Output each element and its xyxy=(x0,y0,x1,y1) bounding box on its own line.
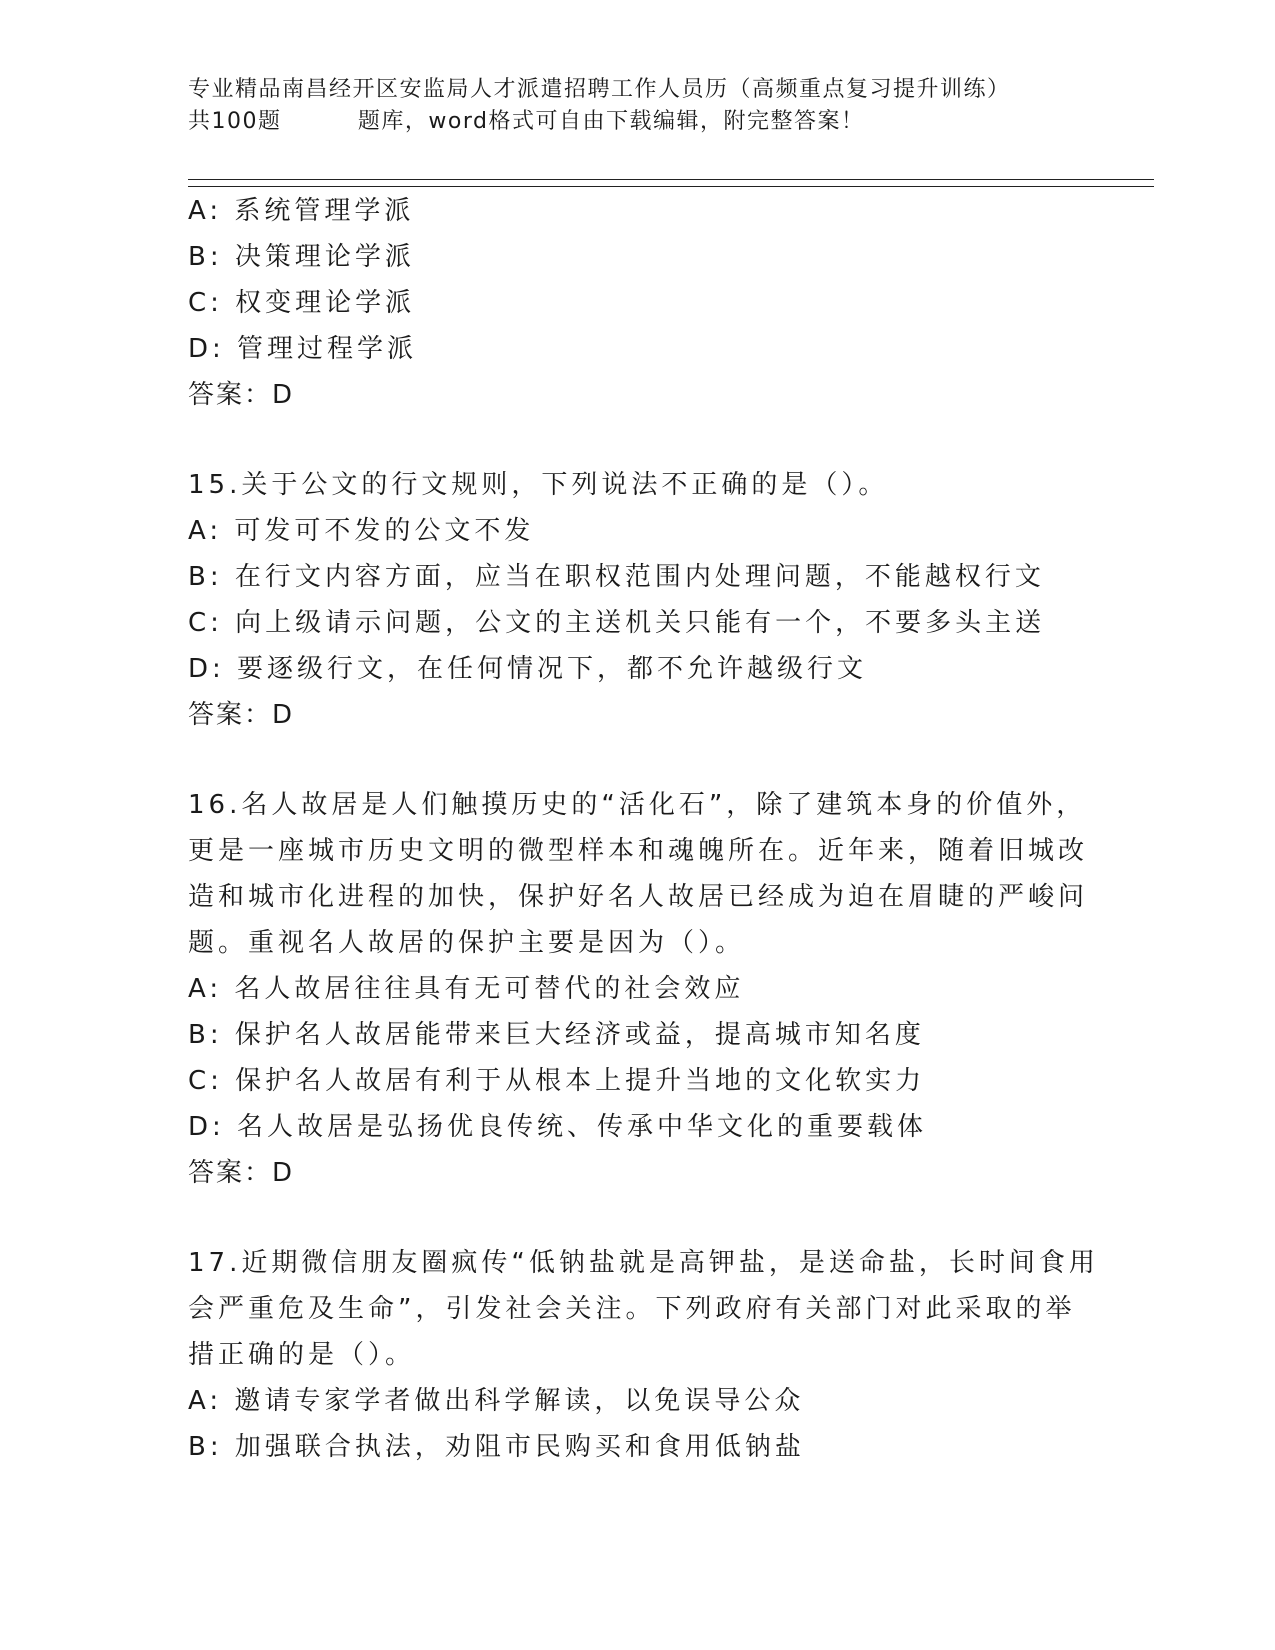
answer-label: 答案：D xyxy=(188,1158,295,1188)
document-header xyxy=(188,74,1148,138)
option-a: A: 邀请专家学者做出科学解读，以免误导公众 xyxy=(188,1386,805,1416)
question-text: 造和城市化进程的加快，保护好名人故居已经成为迫在眉睫的严峻问 xyxy=(188,882,1089,912)
option-b: B: 加强联合执法，劝阻市民购买和食用低钠盐 xyxy=(188,1432,805,1462)
header-subtitle-line: 共100题 题库，word格式可自由下载编辑，附完整答案！ xyxy=(188,109,865,134)
block-gap xyxy=(188,1196,1088,1240)
question-list xyxy=(188,188,1099,1470)
question-text: 会严重危及生命”，引发社会关注。下列政府有关部门对此采取的举 xyxy=(188,1294,1076,1324)
option-c: C: 向上级请示问题，公文的主送机关只能有一个，不要多头主送 xyxy=(188,608,1046,638)
option-b: B: 保护名人故居能带来巨大经济或益，提高城市知名度 xyxy=(188,1020,925,1050)
block-gap xyxy=(188,738,1088,782)
answer-label: 答案：D xyxy=(188,700,295,730)
block-gap xyxy=(188,418,1088,462)
option-d: D: 管理过程学派 xyxy=(188,334,418,364)
header-title-line: 专业精品南昌经开区安监局人才派遣招聘工作人员历（高频重点复习提升训练） xyxy=(188,77,1011,102)
question-block xyxy=(188,462,1088,738)
question-text: 更是一座城市历史文明的微型样本和魂魄所在。近年来，随着旧城改 xyxy=(188,836,1089,866)
option-d: D: 要逐级行文，在任何情况下，都不允许越级行文 xyxy=(188,654,868,684)
option-d: D: 名人故居是弘扬优良传统、传承中华文化的重要载体 xyxy=(188,1112,928,1142)
question-block xyxy=(188,782,1088,1196)
question-text: 15.关于公文的行文规则，下列说法不正确的是（）。 xyxy=(188,470,889,500)
option-a: A: 系统管理学派 xyxy=(188,196,415,226)
option-b: B: 在行文内容方面，应当在职权范围内处理问题，不能越权行文 xyxy=(188,562,1045,592)
answer-label: 答案：D xyxy=(188,380,295,410)
question-block xyxy=(188,1240,1099,1470)
question-text: 16.名人故居是人们触摸历史的“活化石”，除了建筑本身的价值外， xyxy=(188,790,1087,820)
question-text: 17.近期微信朋友圈疯传“低钠盐就是高钾盐，是送命盐，长时间食用 xyxy=(188,1248,1099,1278)
option-b: B: 决策理论学派 xyxy=(188,242,415,272)
option-c: C: 权变理论学派 xyxy=(188,288,416,318)
option-a: A: 可发可不发的公文不发 xyxy=(188,516,535,546)
question-text: 措正确的是（）。 xyxy=(188,1340,416,1370)
header-double-rule xyxy=(188,179,1154,187)
option-a: A: 名人故居往往具有无可替代的社会效应 xyxy=(188,974,745,1004)
option-c: C: 保护名人故居有利于从根本上提升当地的文化软实力 xyxy=(188,1066,926,1096)
question-text: 题。重视名人故居的保护主要是因为（）。 xyxy=(188,928,746,958)
question-block xyxy=(188,188,1088,418)
